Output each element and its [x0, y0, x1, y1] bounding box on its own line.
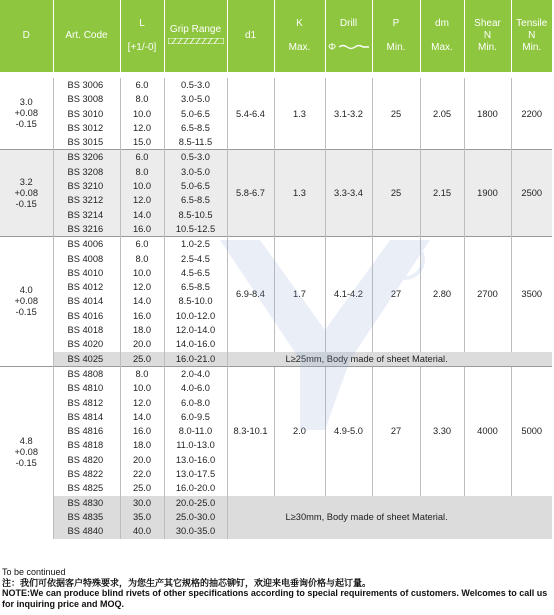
grip-range-cell: 20.0-25.0	[164, 496, 227, 510]
sheet-material-note: L≥30mm, Body made of sheet Material.	[227, 496, 552, 539]
col-dm: dm Max.	[420, 0, 464, 72]
grip-range-cell: 6.5-8.5	[164, 280, 227, 294]
diameter-value: 4.0	[19, 285, 33, 296]
art-code-cell: BS 4020	[53, 337, 120, 351]
art-code-cell: BS 4012	[53, 280, 120, 294]
length-cell: 14.0	[120, 294, 164, 308]
art-code-cell: BS 3214	[53, 208, 120, 222]
length-cell: 6.0	[120, 78, 164, 92]
grip-range-cell: 16.0-21.0	[164, 352, 227, 367]
grip-range-cell: 8.5-10.0	[164, 294, 227, 308]
art-code-cell: BS 4810	[53, 381, 120, 395]
length-cell: 6.0	[120, 237, 164, 252]
art-code-cell: BS 4816	[53, 424, 120, 438]
art-code-cell: BS 3015	[53, 135, 120, 150]
drill-cell: 4.9-5.0	[325, 366, 372, 495]
diameter-value: 3.0	[19, 97, 33, 108]
grip-range-icon	[168, 38, 224, 44]
length-cell: 8.0	[120, 165, 164, 179]
table-row	[0, 150, 552, 165]
art-code-cell: BS 3216	[53, 222, 120, 237]
drill-cell: 4.1-4.2	[325, 237, 372, 352]
length-cell: 16.0	[120, 309, 164, 323]
k-cell: 1.3	[274, 78, 325, 150]
grip-range-cell: 16.0-20.0	[164, 481, 227, 495]
table-row	[0, 496, 552, 510]
art-code-cell: BS 3208	[53, 165, 120, 179]
grip-range-cell: 13.0-17.5	[164, 467, 227, 481]
d1-cell: 5.8-6.7	[227, 150, 274, 237]
grip-range-cell: 6.0-9.5	[164, 410, 227, 424]
art-code-cell: BS 4825	[53, 481, 120, 495]
grip-range-cell: 1.0-2.5	[164, 237, 227, 252]
grip-range-cell: 14.0-16.0	[164, 337, 227, 351]
note-chinese: 注：我们可依据客户特殊要求，为您生产其它规格的抽芯铆钉，欢迎来电垂询价格与起订量。	[2, 577, 372, 588]
col-length: L [+1/-0]	[120, 0, 164, 72]
art-code-cell: BS 4808	[53, 366, 120, 381]
length-cell: 30.0	[120, 496, 164, 510]
diameter-cell	[0, 150, 53, 237]
diameter-cell	[0, 237, 53, 367]
shear-cell: 1900	[464, 150, 511, 237]
shear-cell: 2700	[464, 237, 511, 352]
grip-range-cell: 3.0-5.0	[164, 92, 227, 106]
table-row	[0, 352, 552, 367]
col-tensile: Tensile N Min.	[511, 0, 552, 72]
length-cell: 12.0	[120, 121, 164, 135]
grip-range-cell: 4.0-6.0	[164, 381, 227, 395]
length-cell: 10.0	[120, 107, 164, 121]
art-code-cell: BS 3010	[53, 107, 120, 121]
col-d1: d1	[227, 0, 274, 72]
art-code-cell: BS 4014	[53, 294, 120, 308]
col-k: K Max.	[274, 0, 325, 72]
sheet-material-note: L≥25mm, Body made of sheet Material.	[227, 352, 552, 367]
length-cell: 14.0	[120, 410, 164, 424]
art-code-cell: BS 4814	[53, 410, 120, 424]
drill-bit-icon	[339, 44, 369, 50]
tolerance-minus: -0.15	[15, 307, 37, 318]
length-cell: 35.0	[120, 510, 164, 524]
grip-range-cell: 12.0-14.0	[164, 323, 227, 337]
grip-range-cell: 0.5-3.0	[164, 150, 227, 165]
grip-range-cell: 30.0-35.0	[164, 524, 227, 538]
grip-range-cell: 10.5-12.5	[164, 222, 227, 237]
grip-range-cell: 2.0-4.0	[164, 366, 227, 381]
length-cell: 10.0	[120, 381, 164, 395]
col-grip-range: Grip Range	[164, 0, 227, 72]
tensile-cell: 2200	[511, 78, 552, 150]
length-cell: 40.0	[120, 524, 164, 538]
p-cell: 27	[372, 237, 420, 352]
k-cell: 1.7	[274, 237, 325, 352]
art-code-cell: BS 3006	[53, 78, 120, 92]
table-row	[0, 237, 552, 252]
table-row	[0, 78, 552, 92]
length-cell: 20.0	[120, 453, 164, 467]
art-code-cell: BS 3206	[53, 150, 120, 165]
dm-cell: 2.80	[420, 237, 464, 352]
col-drill: Drill Φ	[325, 0, 372, 72]
length-cell: 16.0	[120, 222, 164, 237]
tensile-cell: 5000	[511, 366, 552, 495]
tolerance-plus: +0.08	[14, 187, 39, 198]
grip-range-cell: 8.5-11.5	[164, 135, 227, 150]
grip-range-cell: 6.5-8.5	[164, 193, 227, 207]
table-header	[0, 0, 552, 72]
length-cell: 8.0	[120, 252, 164, 266]
table-row	[0, 366, 552, 381]
length-cell: 12.0	[120, 193, 164, 207]
art-code-cell: BS 4008	[53, 252, 120, 266]
diameter-cell	[0, 366, 53, 538]
p-cell: 25	[372, 78, 420, 150]
length-cell: 10.0	[120, 179, 164, 193]
art-code-cell: BS 3008	[53, 92, 120, 106]
footer	[2, 567, 552, 609]
grip-range-cell: 0.5-3.0	[164, 78, 227, 92]
art-code-cell: BS 4812	[53, 396, 120, 410]
art-code-cell: BS 4820	[53, 453, 120, 467]
length-cell: 18.0	[120, 323, 164, 337]
col-p: P Min.	[372, 0, 420, 72]
art-code-cell: BS 4010	[53, 266, 120, 280]
d1-cell: 5.4-6.4	[227, 78, 274, 150]
grip-range-cell: 10.0-12.0	[164, 309, 227, 323]
tensile-cell: 3500	[511, 237, 552, 352]
d1-cell: 6.9-8.4	[227, 237, 274, 352]
length-cell: 16.0	[120, 424, 164, 438]
table-body	[0, 72, 552, 539]
length-cell: 25.0	[120, 481, 164, 495]
grip-range-cell: 6.0-8.0	[164, 396, 227, 410]
art-code-cell: BS 4822	[53, 467, 120, 481]
grip-range-cell: 3.0-5.0	[164, 165, 227, 179]
length-cell: 22.0	[120, 467, 164, 481]
to-be-continued: To be continued	[2, 567, 66, 577]
col-d: D	[0, 0, 53, 72]
grip-range-cell: 8.5-10.5	[164, 208, 227, 222]
length-cell: 14.0	[120, 208, 164, 222]
art-code-cell: BS 4025	[53, 352, 120, 367]
length-cell: 10.0	[120, 266, 164, 280]
dm-cell: 2.15	[420, 150, 464, 237]
art-code-cell: BS 3210	[53, 179, 120, 193]
shear-cell: 1800	[464, 78, 511, 150]
art-code-cell: BS 3212	[53, 193, 120, 207]
drill-cell: 3.3-3.4	[325, 150, 372, 237]
art-code-cell: BS 4018	[53, 323, 120, 337]
tolerance-plus: +0.08	[14, 296, 39, 307]
length-cell: 8.0	[120, 366, 164, 381]
tolerance-plus: +0.08	[14, 447, 39, 458]
length-cell: 20.0	[120, 337, 164, 351]
k-cell: 2.0	[274, 366, 325, 495]
art-code-cell: BS 4835	[53, 510, 120, 524]
k-cell: 1.3	[274, 150, 325, 237]
tolerance-minus: -0.15	[15, 458, 37, 469]
grip-range-cell: 13.0-16.0	[164, 453, 227, 467]
length-cell: 12.0	[120, 280, 164, 294]
art-code-cell: BS 4830	[53, 496, 120, 510]
note-english: NOTE:We can produce blind rivets of other specifications according to special requirements of customers. Welcomes to call us for inquiring price and MOQ.	[2, 588, 548, 609]
length-cell: 25.0	[120, 352, 164, 367]
art-code-cell: BS 4006	[53, 237, 120, 252]
art-code-cell: BS 4818	[53, 438, 120, 452]
length-cell: 15.0	[120, 135, 164, 150]
d1-cell: 8.3-10.1	[227, 366, 274, 495]
shear-cell: 4000	[464, 366, 511, 495]
p-cell: 25	[372, 150, 420, 237]
diameter-cell	[0, 78, 53, 150]
tensile-cell: 2500	[511, 150, 552, 237]
tolerance-plus: +0.08	[14, 108, 39, 119]
drill-cell: 3.1-3.2	[325, 78, 372, 150]
length-cell: 18.0	[120, 438, 164, 452]
art-code-cell: BS 4840	[53, 524, 120, 538]
grip-range-cell: 11.0-13.0	[164, 438, 227, 452]
length-cell: 6.0	[120, 150, 164, 165]
p-cell: 27	[372, 366, 420, 495]
dm-cell: 2.05	[420, 78, 464, 150]
diameter-value: 4.8	[19, 436, 33, 447]
length-cell: 8.0	[120, 92, 164, 106]
grip-range-cell: 4.5-6.5	[164, 266, 227, 280]
grip-range-cell: 2.5-4.5	[164, 252, 227, 266]
diameter-value: 3.2	[19, 176, 33, 187]
grip-range-cell: 6.5-8.5	[164, 121, 227, 135]
tolerance-minus: -0.15	[15, 198, 37, 209]
art-code-cell: BS 4016	[53, 309, 120, 323]
art-code-cell: BS 3012	[53, 121, 120, 135]
grip-range-cell: 25.0-30.0	[164, 510, 227, 524]
grip-range-cell: 5.0-6.5	[164, 179, 227, 193]
col-shear: Shear N Min.	[464, 0, 511, 72]
tolerance-minus: -0.15	[15, 119, 37, 130]
length-cell: 12.0	[120, 396, 164, 410]
grip-range-cell: 8.0-11.0	[164, 424, 227, 438]
col-art-code: Art. Code	[53, 0, 120, 72]
dm-cell: 3.30	[420, 366, 464, 495]
grip-range-cell: 5.0-6.5	[164, 107, 227, 121]
